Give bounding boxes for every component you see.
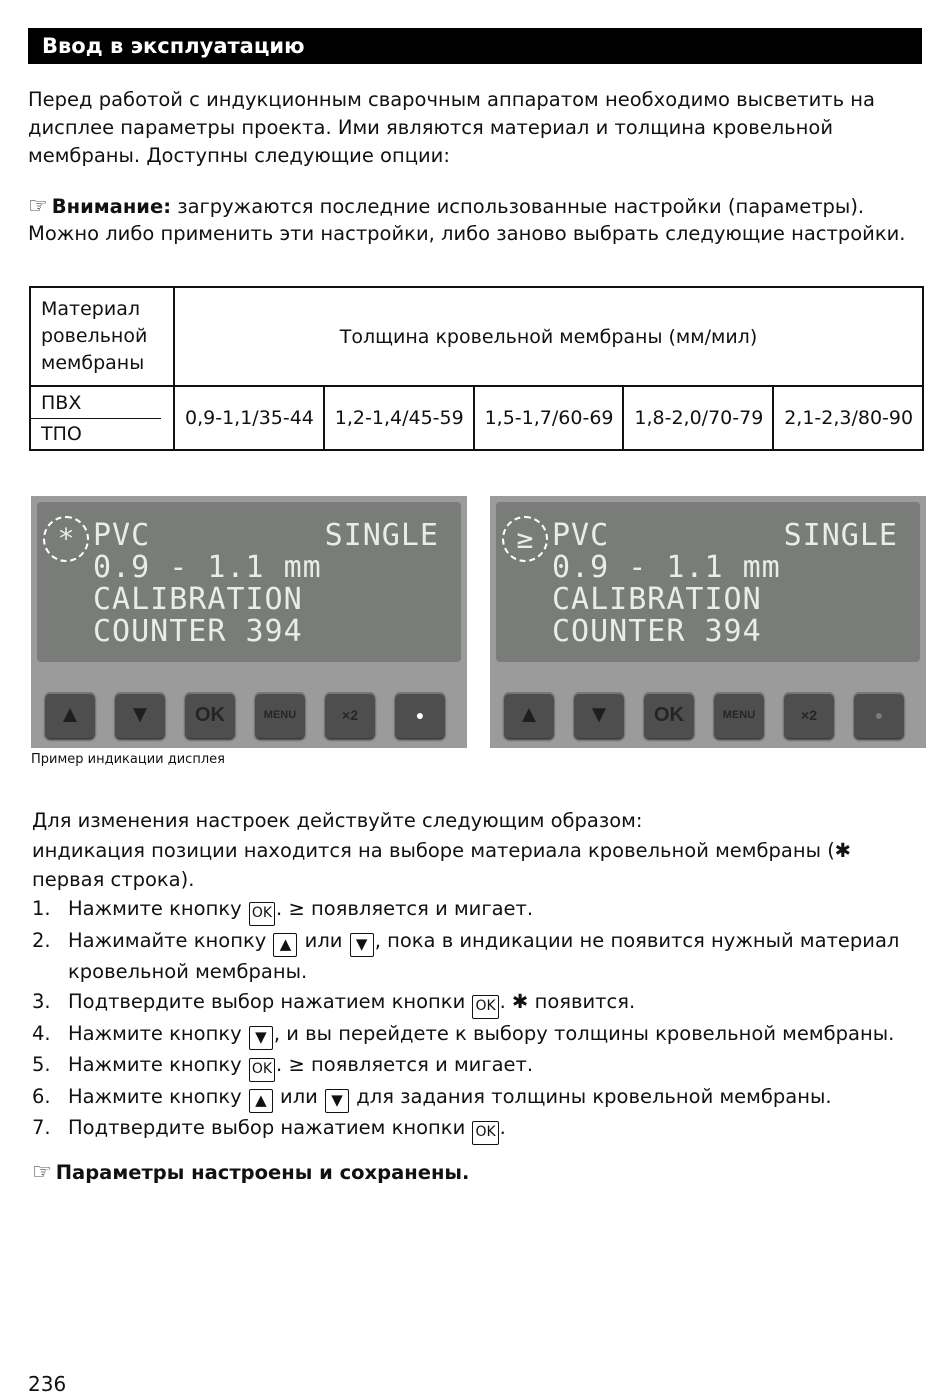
step-text: Нажмите кнопку (68, 1052, 248, 1076)
ok-button-icon: OK (249, 1058, 275, 1082)
menu-key[interactable]: MENU (714, 692, 764, 738)
up-arrow-key[interactable]: ▲ (45, 692, 95, 738)
lcd-line-material: PVC (93, 518, 151, 553)
led-key[interactable]: ● (854, 692, 904, 738)
display-photo-left (31, 496, 467, 748)
double-key[interactable]: ×2 (325, 692, 375, 738)
display-photo-right (490, 496, 926, 748)
final-text: Параметры настроены и сохранены. (55, 1161, 470, 1184)
section-title: Ввод в эксплуатацию (28, 28, 922, 64)
step-item (32, 1113, 922, 1145)
ok-button-icon: OK (472, 1121, 498, 1145)
page-number: 236 (28, 1372, 67, 1396)
intro-paragraph: Перед работой с индукционным сварочным аппаратом необходимо высветить на дисплее параметры проекта. Ими являются материал и толщина кровельной мембраны. Доступны следующие опции: (28, 88, 876, 167)
step-item (32, 1082, 922, 1113)
lcd-line-counter: COUNTER 394 (93, 614, 303, 649)
down-arrow-key[interactable]: ▼ (115, 692, 165, 738)
step-text: Нажмите кнопку (68, 1021, 248, 1045)
lcd-line-material: PVC (552, 518, 610, 553)
header-thickness: Толщина кровельной мембраны (мм/мил) (174, 287, 923, 386)
header-material: Материал ровельной мембраны (30, 287, 174, 386)
step-text: , пока в индикации не появится нужный материал кровельной мембраны. (68, 929, 900, 983)
thickness-cell: 0,9-1,1/35-44 (174, 386, 324, 450)
ok-key[interactable]: OK (185, 692, 235, 738)
thickness-cell: 2,1-2,3/80-90 (773, 386, 923, 450)
lcd-line-counter: COUNTER 394 (552, 614, 762, 649)
material-cell (30, 386, 174, 450)
lcd-line-mode: SINGLE (324, 518, 439, 553)
step-text: Подтвердите выбор нажатием кнопки (68, 989, 472, 1013)
change-note: индикация позиции находится на выборе материала кровельной мембраны (✱ первая строка). (32, 838, 852, 891)
step-text: . ≥ появляется и мигает. (276, 1052, 534, 1076)
thickness-cell: 1,5-1,7/60-69 (474, 386, 624, 450)
step-number: 6. (32, 1084, 51, 1108)
pointing-hand-icon: ☞ (28, 194, 48, 219)
menu-key[interactable]: MENU (255, 692, 305, 738)
up-arrow-key[interactable]: ▲ (504, 692, 554, 738)
step-number: 4. (32, 1021, 51, 1045)
steps-list (32, 894, 922, 1145)
pointing-hand-icon: ☞ (32, 1160, 52, 1185)
up-button-icon: ▲ (249, 1089, 273, 1113)
final-note (32, 1161, 469, 1184)
parameters-table (29, 286, 924, 451)
step-number: 2. (32, 929, 51, 952)
led-key[interactable]: ● (395, 692, 445, 738)
step-number: 3. (32, 989, 51, 1013)
lcd-line-thickness: 0.9 - 1.1 mm (93, 550, 322, 585)
step-number: 5. (32, 1052, 51, 1076)
material-pvc: ПВХ (31, 388, 161, 419)
attention-note (28, 193, 928, 247)
up-button-icon: ▲ (273, 933, 297, 957)
material-tpo: ТПО (41, 422, 82, 445)
down-button-icon: ▼ (249, 1026, 273, 1050)
step-text: . ✱ появится. (499, 989, 636, 1013)
lcd-line-mode: SINGLE (783, 518, 898, 553)
step-number: 7. (32, 1115, 51, 1139)
lcd-line-calibration: CALIBRATION (93, 582, 303, 617)
keypad (504, 692, 914, 742)
step-item (32, 894, 922, 926)
step-number: 1. (32, 897, 51, 920)
lcd-line-calibration: CALIBRATION (552, 582, 762, 617)
lcd-screen (496, 502, 920, 662)
down-button-icon: ▼ (325, 1089, 349, 1113)
step-text: Нажимайте кнопку (68, 929, 273, 952)
lcd-screen (37, 502, 461, 662)
change-instructions (32, 806, 922, 895)
step-item (32, 987, 922, 1019)
step-item (32, 926, 922, 987)
step-text: или (298, 929, 349, 952)
step-text: Нажмите кнопку (68, 1084, 248, 1108)
ok-key[interactable]: OK (644, 692, 694, 738)
photo-caption: Пример индикации дисплея (31, 752, 225, 767)
step-text: или (273, 1084, 325, 1108)
step-text: . ≥ появляется и мигает. (276, 897, 534, 920)
step-item (32, 1050, 922, 1082)
down-arrow-key[interactable]: ▼ (574, 692, 624, 738)
step-text: , и вы перейдете к выбору толщины кровельной мембраны. (273, 1021, 895, 1045)
thickness-cell: 1,8-2,0/70-79 (623, 386, 773, 450)
step-text: Подтвердите выбор нажатием кнопки (68, 1115, 472, 1139)
attention-label: Внимание: (51, 195, 171, 218)
change-intro: Для изменения настроек действуйте следующим образом: (32, 809, 643, 832)
step-text: для задания толщины кровельной мембраны. (350, 1084, 832, 1108)
ok-button-icon: OK (249, 902, 275, 926)
cursor-greater-equal-icon: ≥ (502, 516, 548, 562)
step-text: Нажмите кнопку (68, 897, 248, 920)
thickness-cell: 1,2-1,4/45-59 (324, 386, 474, 450)
step-text: . (499, 1115, 506, 1139)
step-item (32, 1019, 922, 1050)
cursor-asterisk-icon: * (43, 516, 89, 562)
keypad (45, 692, 455, 742)
double-key[interactable]: ×2 (784, 692, 834, 738)
ok-button-icon: OK (472, 995, 498, 1019)
lcd-line-thickness: 0.9 - 1.1 mm (552, 550, 781, 585)
attention-text: загружаются последние использованные настройки (параметры). Можно либо применить эти настройки, либо заново выбрать следующие настройки. (28, 195, 906, 245)
down-button-icon: ▼ (350, 933, 374, 957)
